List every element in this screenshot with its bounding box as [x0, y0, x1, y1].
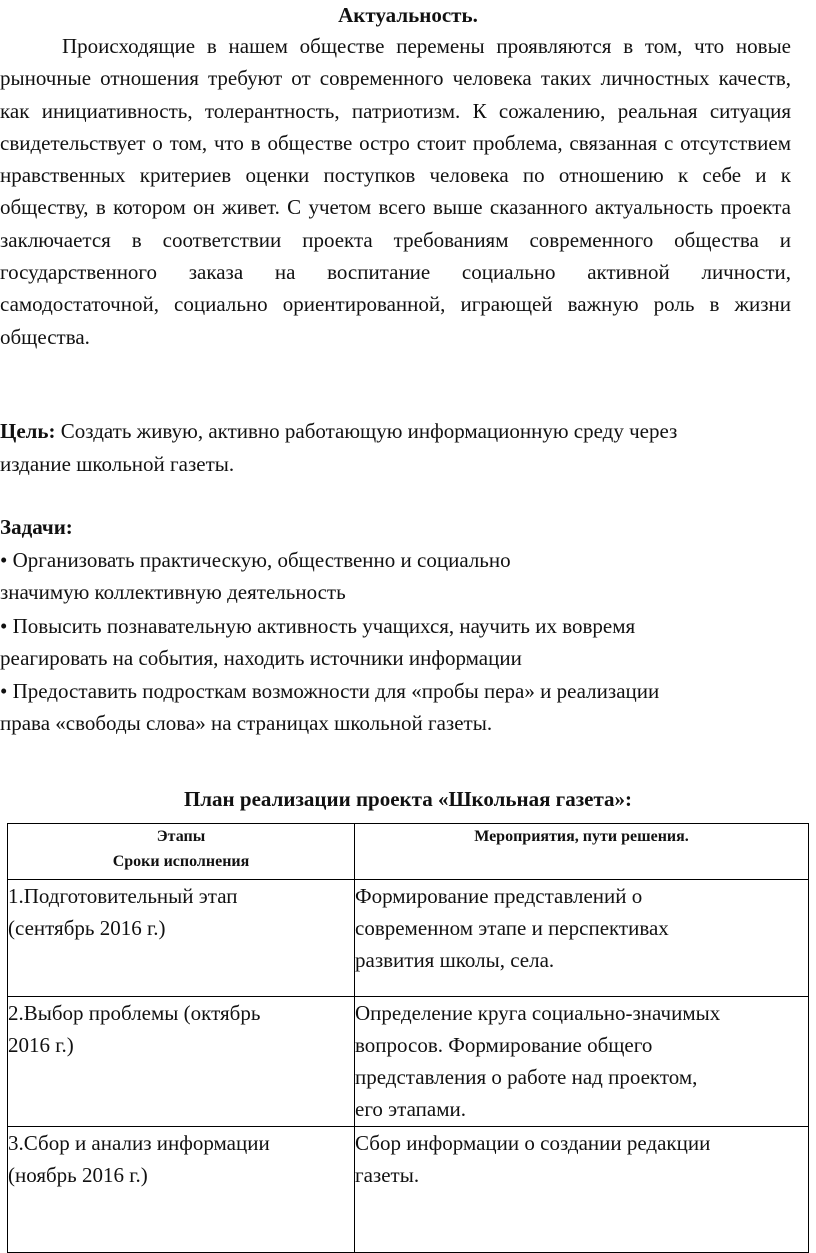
header-deadlines-label: Сроки исполнения — [112, 853, 250, 870]
stage-text: (ноябрь 2016 г.) — [8, 1163, 148, 1187]
header-stages — [8, 824, 355, 880]
action-text: развития школы, села. — [355, 948, 555, 972]
tasks-label: Задачи: — [0, 515, 73, 539]
actions-cell — [355, 880, 809, 997]
action-text: Определение круга социально-значимых — [355, 1001, 721, 1025]
goal-label: Цель: — [0, 419, 56, 443]
stage-text: (сентябрь 2016 г.) — [8, 916, 166, 940]
plan-table — [7, 823, 809, 1253]
plan-title: План реализации проекта «Школьная газета»: — [183, 787, 633, 811]
task-line: • Повысить познавательную активность учащихся, научить их вовремя — [0, 614, 636, 638]
table-row — [8, 880, 809, 997]
task-line: реагировать на события, находить источники информации — [0, 646, 522, 670]
table-row — [8, 1127, 809, 1253]
stage-text: 2016 г.) — [8, 1033, 74, 1057]
stage-text: 3.Сбор и анализ информации — [8, 1131, 270, 1155]
task-line: значимую коллективную деятельность — [0, 580, 346, 604]
task-line: права «свободы слова» на страницах школьной газеты. — [0, 711, 493, 735]
plan-table-header-row — [8, 824, 809, 880]
table-row — [8, 997, 809, 1127]
header-actions: Мероприятия, пути решения. — [355, 824, 809, 880]
actions-cell — [355, 997, 809, 1127]
actions-cell — [355, 1127, 809, 1253]
stage-cell — [8, 1127, 355, 1253]
goal-line-1 — [0, 416, 677, 446]
action-text: современном этапе и перспективах — [355, 916, 669, 940]
section-heading-relevance: Актуальность. — [338, 3, 478, 27]
action-text: Формирование представлений о — [355, 884, 643, 908]
header-stages-label: Этапы — [156, 828, 206, 845]
action-text: газеты. — [355, 1163, 420, 1187]
action-text: представления о работе над проектом, — [355, 1065, 698, 1089]
action-text: его этапами. — [355, 1097, 466, 1121]
task-line: • Предоставить подросткам возможности для «пробы пера» и реализации — [0, 679, 660, 703]
stage-text: 1.Подготовительный этап — [8, 884, 238, 908]
goal-line-2: издание школьной газеты. — [0, 452, 235, 476]
action-text: Сбор информации о создании редакции — [355, 1131, 711, 1155]
stage-text: 2.Выбор проблемы (октябрь — [8, 1001, 261, 1025]
relevance-paragraph: Происходящие в нашем обществе перемены проявляются в том, что новые рыночные отношения требуют от современного человека таких личностных качеств, как инициативность, толерантность, патриотизм. К сожалению, реальная ситуация свидетельствует о том, что в обществе остро стоит проблема, связанная с отсутствием нравственных критериев оценки поступков человека по отношению к себе и к обществу, в котором он живет. С учетом всего выше сказанного актуальность проекта заключается в соответствии проекта требованиям современного общества и государственного заказа на воспитание социально активной личности, самодостаточной, социально ориентированной, играющей важную роль в жизни общества. — [0, 34, 791, 349]
action-text: вопросов. Формирование общего — [355, 1033, 653, 1057]
stage-cell — [8, 997, 355, 1127]
stage-cell — [8, 880, 355, 997]
goal-text: Создать живую, активно работающую информационную среду через — [60, 419, 678, 443]
task-line: • Организовать практическую, общественно и социально — [0, 548, 511, 572]
